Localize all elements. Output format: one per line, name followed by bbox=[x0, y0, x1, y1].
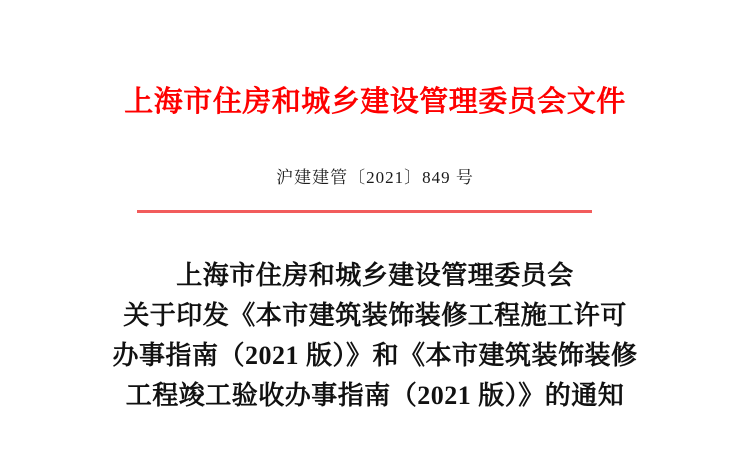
notice-title-line: 上海市住房和城乡建设管理委员会 bbox=[176, 261, 574, 290]
document-number: 沪建建管〔2021〕849 号 bbox=[276, 168, 474, 187]
notice-title-line: 工程竣工验收办事指南（2021 版）》的通知 bbox=[125, 381, 625, 410]
notice-title-line: 关于印发《本市建筑装饰装修工程施工许可 bbox=[123, 301, 627, 330]
document-org-header: 上海市住房和城乡建设管理委员会文件 bbox=[124, 86, 626, 118]
red-divider-rule bbox=[137, 210, 592, 213]
notice-title bbox=[0, 256, 750, 416]
notice-title-line: 办事指南（2021 版）》和《本市建筑装饰装修 bbox=[112, 341, 638, 370]
